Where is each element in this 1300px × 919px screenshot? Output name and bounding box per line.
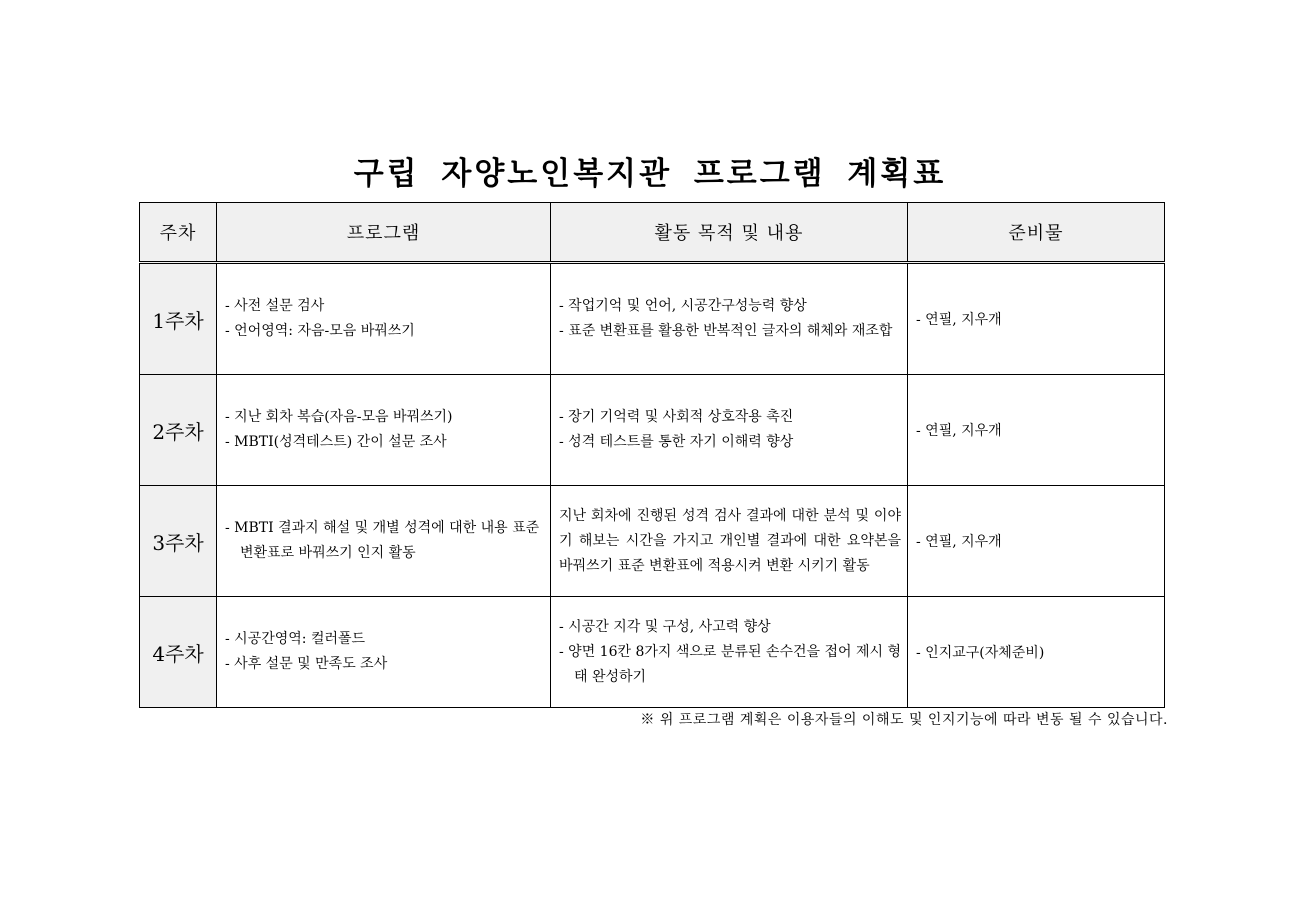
program-cell <box>217 597 551 708</box>
program-item: - 언어영역: 자음-모음 바꿔쓰기 <box>225 323 415 339</box>
purpose-item: - 시공간 지각 및 구성, 사고력 향상 <box>559 618 771 635</box>
purpose-item: - 성격 테스트를 통한 자기 이해력 향상 <box>559 434 794 450</box>
materials-cell: - 연필, 지우개 <box>908 263 1165 375</box>
purpose-paragraph: 지난 회차에 진행된 성격 검사 결과에 대한 분석 및 이야기 해보는 시간을 가지고 개인별 결과에 대한 요약본을 바꿔쓰기 표준 변환표에 적용시켜 변환 시키기 활동 <box>559 507 901 574</box>
week-label: 4주차 <box>140 597 217 708</box>
table-header-row <box>140 203 1165 263</box>
week-label: 2주차 <box>140 375 217 486</box>
header-week: 주차 <box>140 203 217 263</box>
header-purpose: 활동 목적 및 내용 <box>551 203 908 263</box>
purpose-item: - 장기 기억력 및 사회적 상호작용 촉진 <box>559 409 794 425</box>
program-cell <box>217 486 551 597</box>
program-item: - 지난 회차 복습(자음-모음 바꿔쓰기) <box>225 409 453 425</box>
program-item: - 시공간영역: 컬러폴드 <box>225 631 366 647</box>
program-plan-table <box>139 202 1165 708</box>
program-item: - 사전 설문 검사 <box>225 298 325 314</box>
header-program: 프로그램 <box>217 203 551 263</box>
materials-cell: - 인지교구(자체준비) <box>908 597 1165 708</box>
purpose-cell <box>551 486 908 597</box>
purpose-cell <box>551 375 908 486</box>
program-item: - 사후 설문 및 만족도 조사 <box>225 656 388 672</box>
table-row <box>140 486 1165 597</box>
purpose-item: - 작업기억 및 언어, 시공간구성능력 향상 <box>559 298 807 314</box>
program-cell <box>217 375 551 486</box>
table-row <box>140 597 1165 708</box>
week-label: 1주차 <box>140 263 217 375</box>
header-materials: 준비물 <box>908 203 1165 263</box>
program-item: - MBTI(성격테스트) 간이 설문 조사 <box>225 434 447 450</box>
table-row <box>140 263 1165 375</box>
footnote: ※ 위 프로그램 계획은 이용자들의 이해도 및 인지기능에 따라 변동 될 수 있습니다. <box>640 712 1168 728</box>
purpose-cell <box>551 597 908 708</box>
table-row <box>140 375 1165 486</box>
week-label: 3주차 <box>140 486 217 597</box>
program-cell <box>217 263 551 375</box>
materials-cell: - 연필, 지우개 <box>908 486 1165 597</box>
materials-cell: - 연필, 지우개 <box>908 375 1165 486</box>
page-title: 구립 자양노인복지관 프로그램 계획표 <box>353 156 947 192</box>
purpose-item: - 양면 16칸 8가지 색으로 분류된 손수건을 접어 제시 형태 완성하기 <box>559 643 901 685</box>
purpose-cell <box>551 263 908 375</box>
purpose-item: - 표준 변환표를 활용한 반복적인 글자의 해체와 재조합 <box>559 323 893 339</box>
program-item: - MBTI 결과지 해설 및 개별 성격에 대한 내용 표준 변환표로 바꿔쓰기 인지 활동 <box>225 520 540 561</box>
